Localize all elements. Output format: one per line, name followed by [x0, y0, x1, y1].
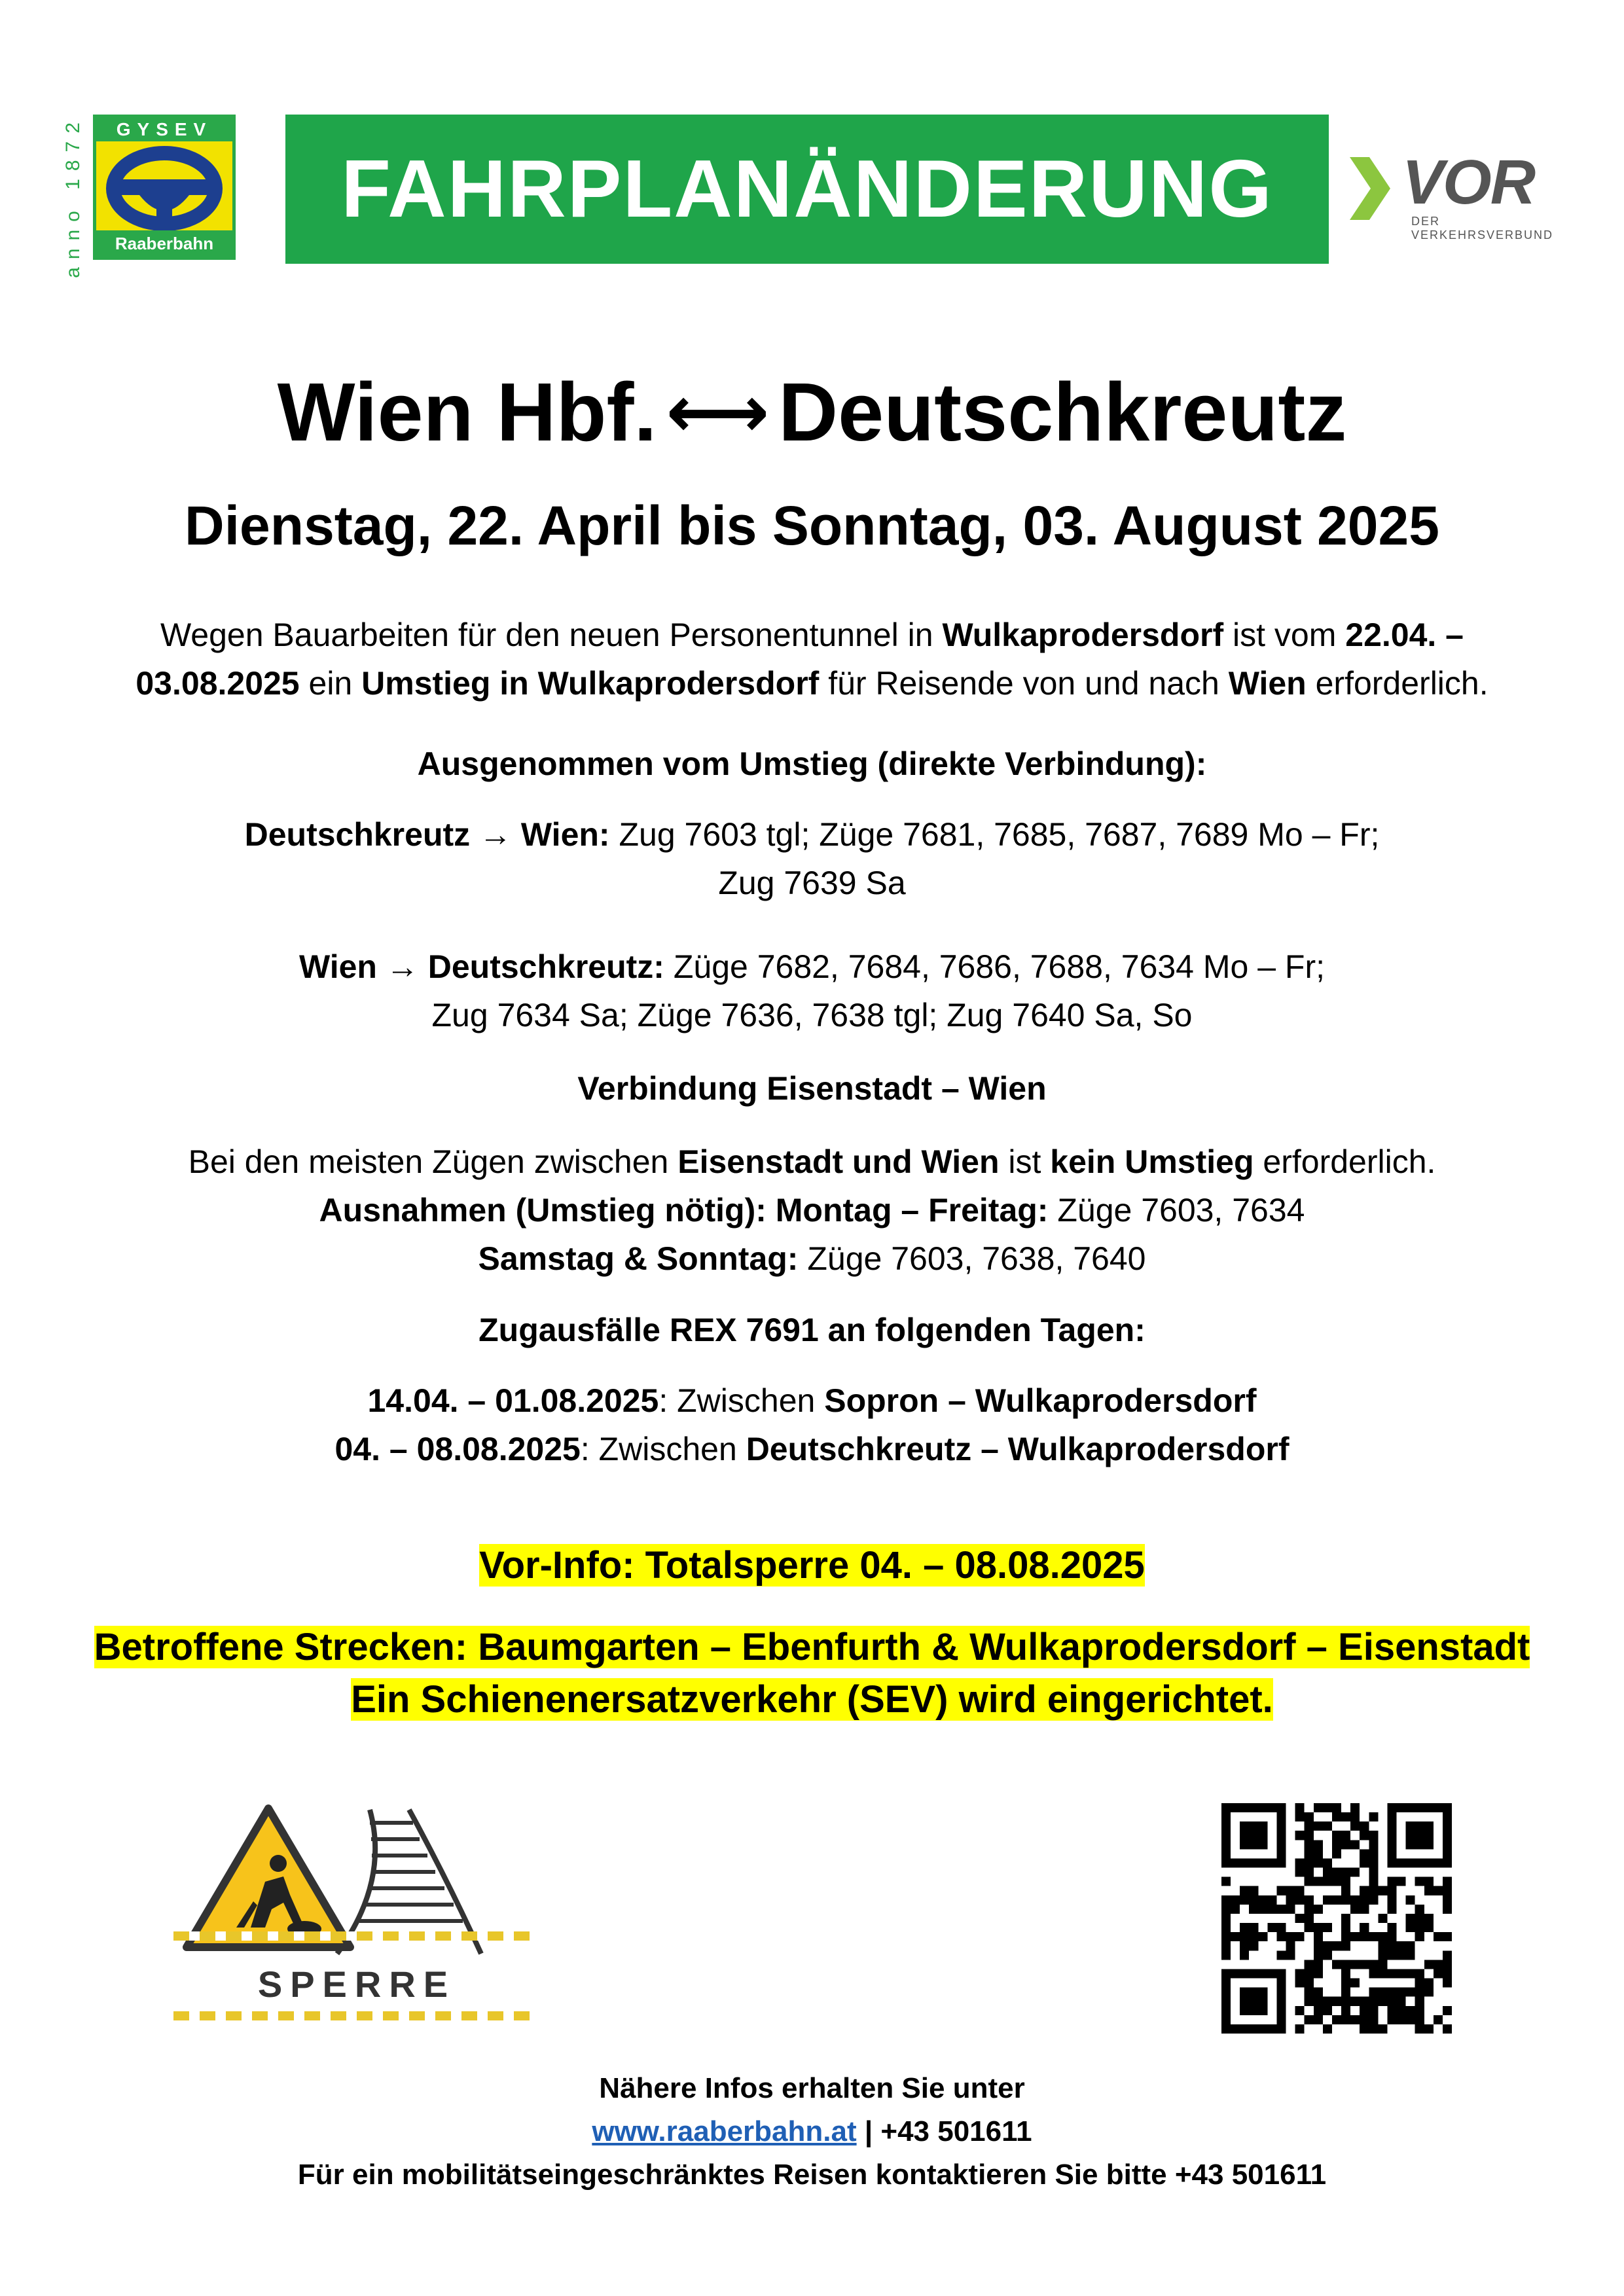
sperre-label: SPERRE: [257, 1964, 456, 2005]
double-arrow-icon: ⟷: [666, 372, 770, 452]
cancellations-heading: Zugausfälle REX 7691 an folgenden Tagen:: [478, 1312, 1146, 1348]
anno-1872-text: anno 1872: [62, 115, 84, 278]
gysev-logo-bottom-text: Raaberbahn: [96, 230, 232, 257]
period-subtitle: Dienstag, 22. April bis Sonntag, 03. August 2025: [185, 495, 1439, 556]
preinfo-line: [0, 1539, 1624, 1592]
exceptions-heading: Ausgenommen vom Umstieg (direkte Verbindung):: [417, 745, 1207, 782]
sev-highlight: Ein Schienenersatzverkehr (SEV) wird eingerichtet.: [351, 1678, 1273, 1721]
phone-number: +43 501611: [880, 2115, 1032, 2147]
gysev-emblem-icon: [105, 143, 223, 232]
intro-paragraph: Wegen Bauarbeiten für den neuen Personentunnel in Wulkaprodersdorf ist vom 22.04. – 03.08.2025 ein Umstieg in Wulkaprodersdorf für Reisende von und nach Wien erforderlich.: [135, 617, 1489, 702]
sperre-stripe-top: [173, 1931, 540, 1941]
route-to: Deutschkreutz: [778, 366, 1347, 458]
preinfo-highlight: Vor-Info: Totalsperre 04. – 08.08.2025: [479, 1544, 1145, 1587]
gysev-raaberbahn-logo: [93, 115, 236, 260]
route-title: [0, 363, 1624, 461]
sev-line: [0, 1674, 1624, 1726]
vor-chevron-icon: [1350, 157, 1396, 220]
footer-info: Nähere Infos erhalten Sie unter: [599, 2072, 1025, 2104]
affected-highlight: Betroffene Strecken: Baumgarten – Ebenfurth & Wulkaprodersdorf – Eisenstadt: [94, 1626, 1530, 1668]
eisenstadt-paragraph: Bei den meisten Zügen zwischen Eisenstadt und Wien ist kein Umstieg erforderlich. Ausnahmen (Umstieg nötig): Montag – Freitag: Züge 7603, 7634 Samstag & Sonntag: Züge 7603, 7638, 7640: [188, 1143, 1436, 1277]
footer-accessibility: Für ein mobilitätseingeschränktes Reisen kontaktieren Sie bitte +43 501611: [297, 2159, 1327, 2191]
gysev-logo-top-text: GYSEV: [96, 118, 232, 141]
vor-logo: [1350, 147, 1585, 242]
vor-logo-subtitle: DER VERKEHRSVERBUND: [1411, 215, 1554, 242]
route-from: Wien Hbf.: [277, 366, 657, 458]
eisenstadt-heading: Verbindung Eisenstadt – Wien: [577, 1070, 1047, 1107]
footer-contact: www.raaberbahn.at | +43 501611: [592, 2115, 1032, 2147]
affected-lines: [0, 1621, 1624, 1674]
cancellations-list: 14.04. – 01.08.2025: Zwischen Sopron – Wulkaprodersdorf 04. – 08.08.2025: Zwischen Deutschkreutz – Wulkaprodersdorf: [334, 1382, 1290, 1467]
banner-title: FAHRPLANÄNDERUNG: [341, 144, 1273, 234]
sperre-stripe-bottom: [173, 2011, 540, 2020]
website-link[interactable]: www.raaberbahn.at: [592, 2115, 857, 2147]
vor-logo-word: VOR: [1402, 147, 1535, 217]
qr-code-icon[interactable]: [1221, 1803, 1452, 2034]
sperre-sign: [173, 1790, 547, 2026]
route-wien-deutschkreutz: Wien → Deutschkreutz: Züge 7682, 7684, 7686, 7688, 7634 Mo – Fr; Zug 7634 Sa; Züge 7636, 7638 tgl; Zug 7640 Sa, So: [298, 948, 1326, 1033]
title-banner: [285, 115, 1329, 264]
route-deutschkreutz-wien: Deutschkreutz → Wien: Zug 7603 tgl; Züge 7681, 7685, 7687, 7689 Mo – Fr; Zug 7639 Sa: [244, 816, 1380, 901]
